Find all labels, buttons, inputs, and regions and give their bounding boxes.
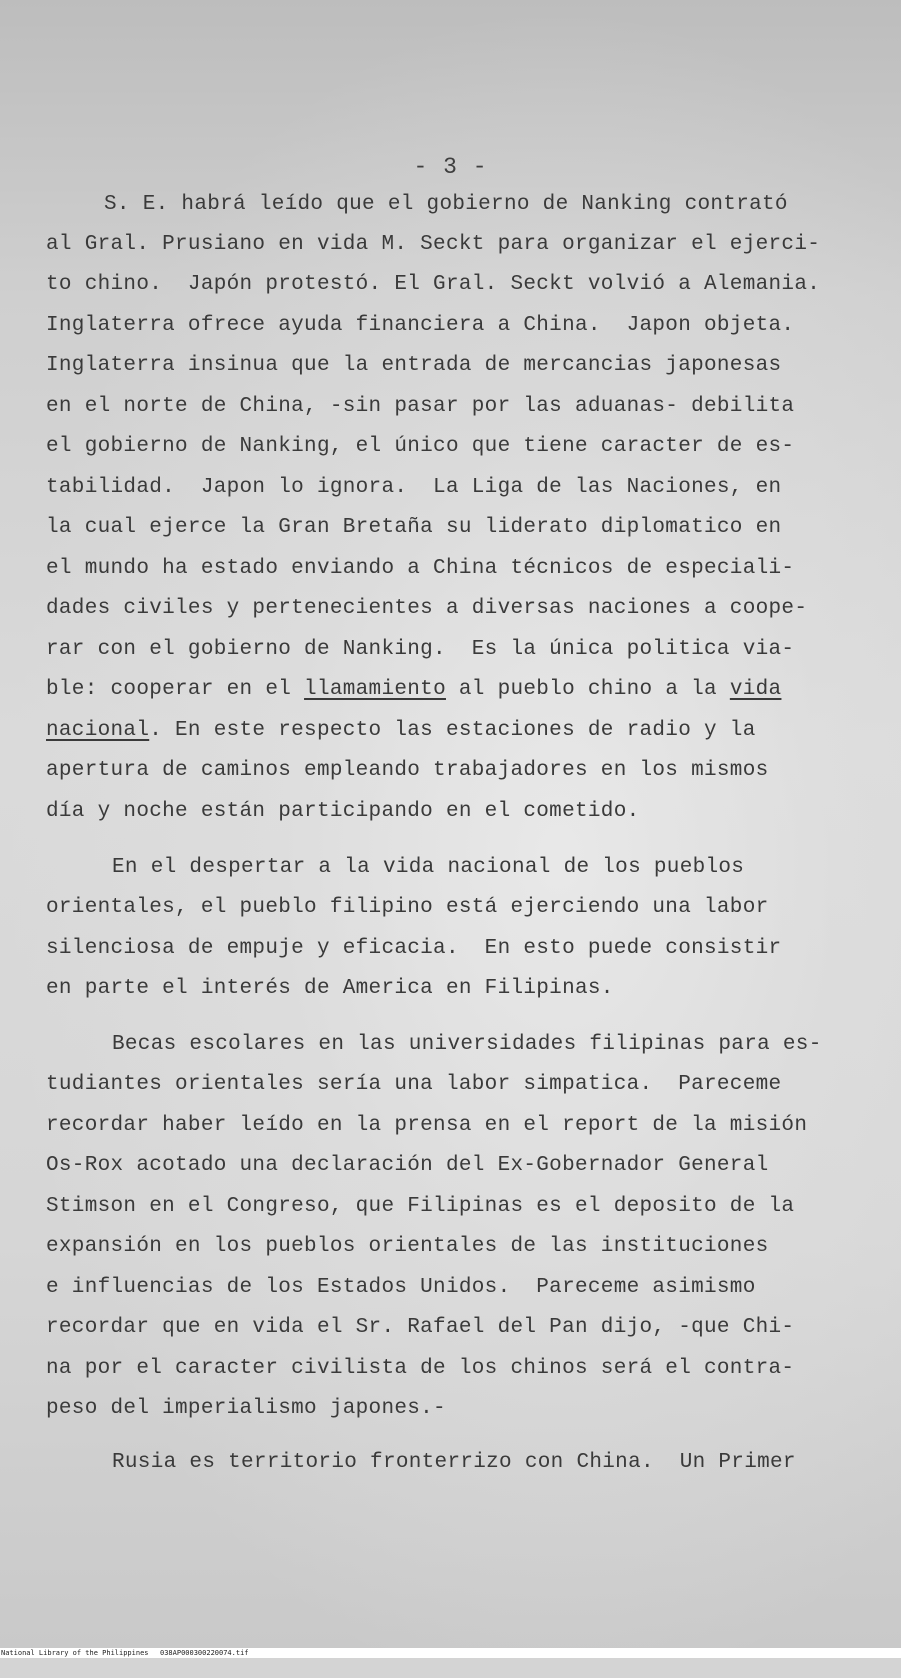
line-segment: ble: cooperar en el xyxy=(46,678,305,701)
text-line: día y noche están participando en el cometido. xyxy=(46,800,640,823)
text-line: tabilidad. Japon lo ignora. La Liga de las Naciones, en xyxy=(46,476,782,499)
text-line: to chino. Japón protestó. El Gral. Seckt volvió a Alemania. xyxy=(46,273,821,296)
text-line: recordar haber leído en la prensa en el report de la misión xyxy=(46,1114,808,1137)
text-line: el mundo ha estado enviando a China técnicos de especiali- xyxy=(46,557,795,580)
text-line: En el despertar a la vida nacional de los pueblos xyxy=(112,856,745,879)
text-line: apertura de caminos empleando trabajadores en los mismos xyxy=(46,759,769,782)
underlined-word: vida xyxy=(729,678,782,701)
scan-footer xyxy=(0,1648,901,1658)
text-line: peso del imperialismo japones.- xyxy=(46,1397,446,1420)
text-line: al Gral. Prusiano en vida M. Seckt para organizar el ejerci- xyxy=(46,233,821,256)
text-line: Stimson en el Congreso, que Filipinas es el deposito de la xyxy=(46,1195,795,1218)
text-line: Rusia es territorio fronterrizo con China. Un Primer xyxy=(112,1451,796,1474)
line-segment: al pueblo chino a la xyxy=(445,678,730,701)
text-line-underlined xyxy=(46,716,756,746)
text-line: en el norte de China, -sin pasar por las aduanas- debilita xyxy=(46,395,795,418)
text-line-underlined xyxy=(46,675,781,705)
footer-library: National Library of the Philippines xyxy=(1,1649,149,1657)
text-line: silenciosa de empuje y eficacia. En esto puede consistir xyxy=(46,937,782,960)
text-line: Os-Rox acotado una declaración del Ex-Gobernador General xyxy=(46,1154,769,1177)
text-line: e influencias de los Estados Unidos. Pareceme asimismo xyxy=(46,1276,756,1299)
text-line: la cual ejerce la Gran Bretaña su liderato diplomatico en xyxy=(46,516,782,539)
underlined-word: llamamiento xyxy=(304,678,446,701)
text-line: recordar que en vida el Sr. Rafael del Pan dijo, -que Chi- xyxy=(46,1316,795,1339)
text-line: Inglaterra insinua que la entrada de mercancias japonesas xyxy=(46,354,782,377)
text-line: S. E. habrá leído que el gobierno de Nanking contrató xyxy=(104,193,788,216)
line-segment: . En este respecto las estaciones de radio y la xyxy=(149,719,756,742)
text-line: Inglaterra ofrece ayuda financiera a China. Japon objeta. xyxy=(46,314,795,337)
text-line: expansión en los pueblos orientales de las instituciones xyxy=(46,1235,769,1258)
underlined-word: nacional xyxy=(46,719,150,742)
footer-filename: 038AP000300220074.tif xyxy=(160,1649,249,1657)
text-line: rar con el gobierno de Nanking. Es la única politica via- xyxy=(46,638,795,661)
text-line: tudiantes orientales sería una labor simpatica. Pareceme xyxy=(46,1073,782,1096)
text-line: orientales, el pueblo filipino está ejerciendo una labor xyxy=(46,896,769,919)
text-line: dades civiles y pertenecientes a diversas naciones a coope- xyxy=(46,597,808,620)
text-line: Becas escolares en las universidades filipinas para es- xyxy=(112,1033,822,1056)
text-line: en parte el interés de America en Filipinas. xyxy=(46,977,614,1000)
text-line: na por el caracter civilista de los chinos será el contra- xyxy=(46,1357,795,1380)
page-number: - 3 - xyxy=(413,154,488,180)
text-line: el gobierno de Nanking, el único que tiene caracter de es- xyxy=(46,435,795,458)
